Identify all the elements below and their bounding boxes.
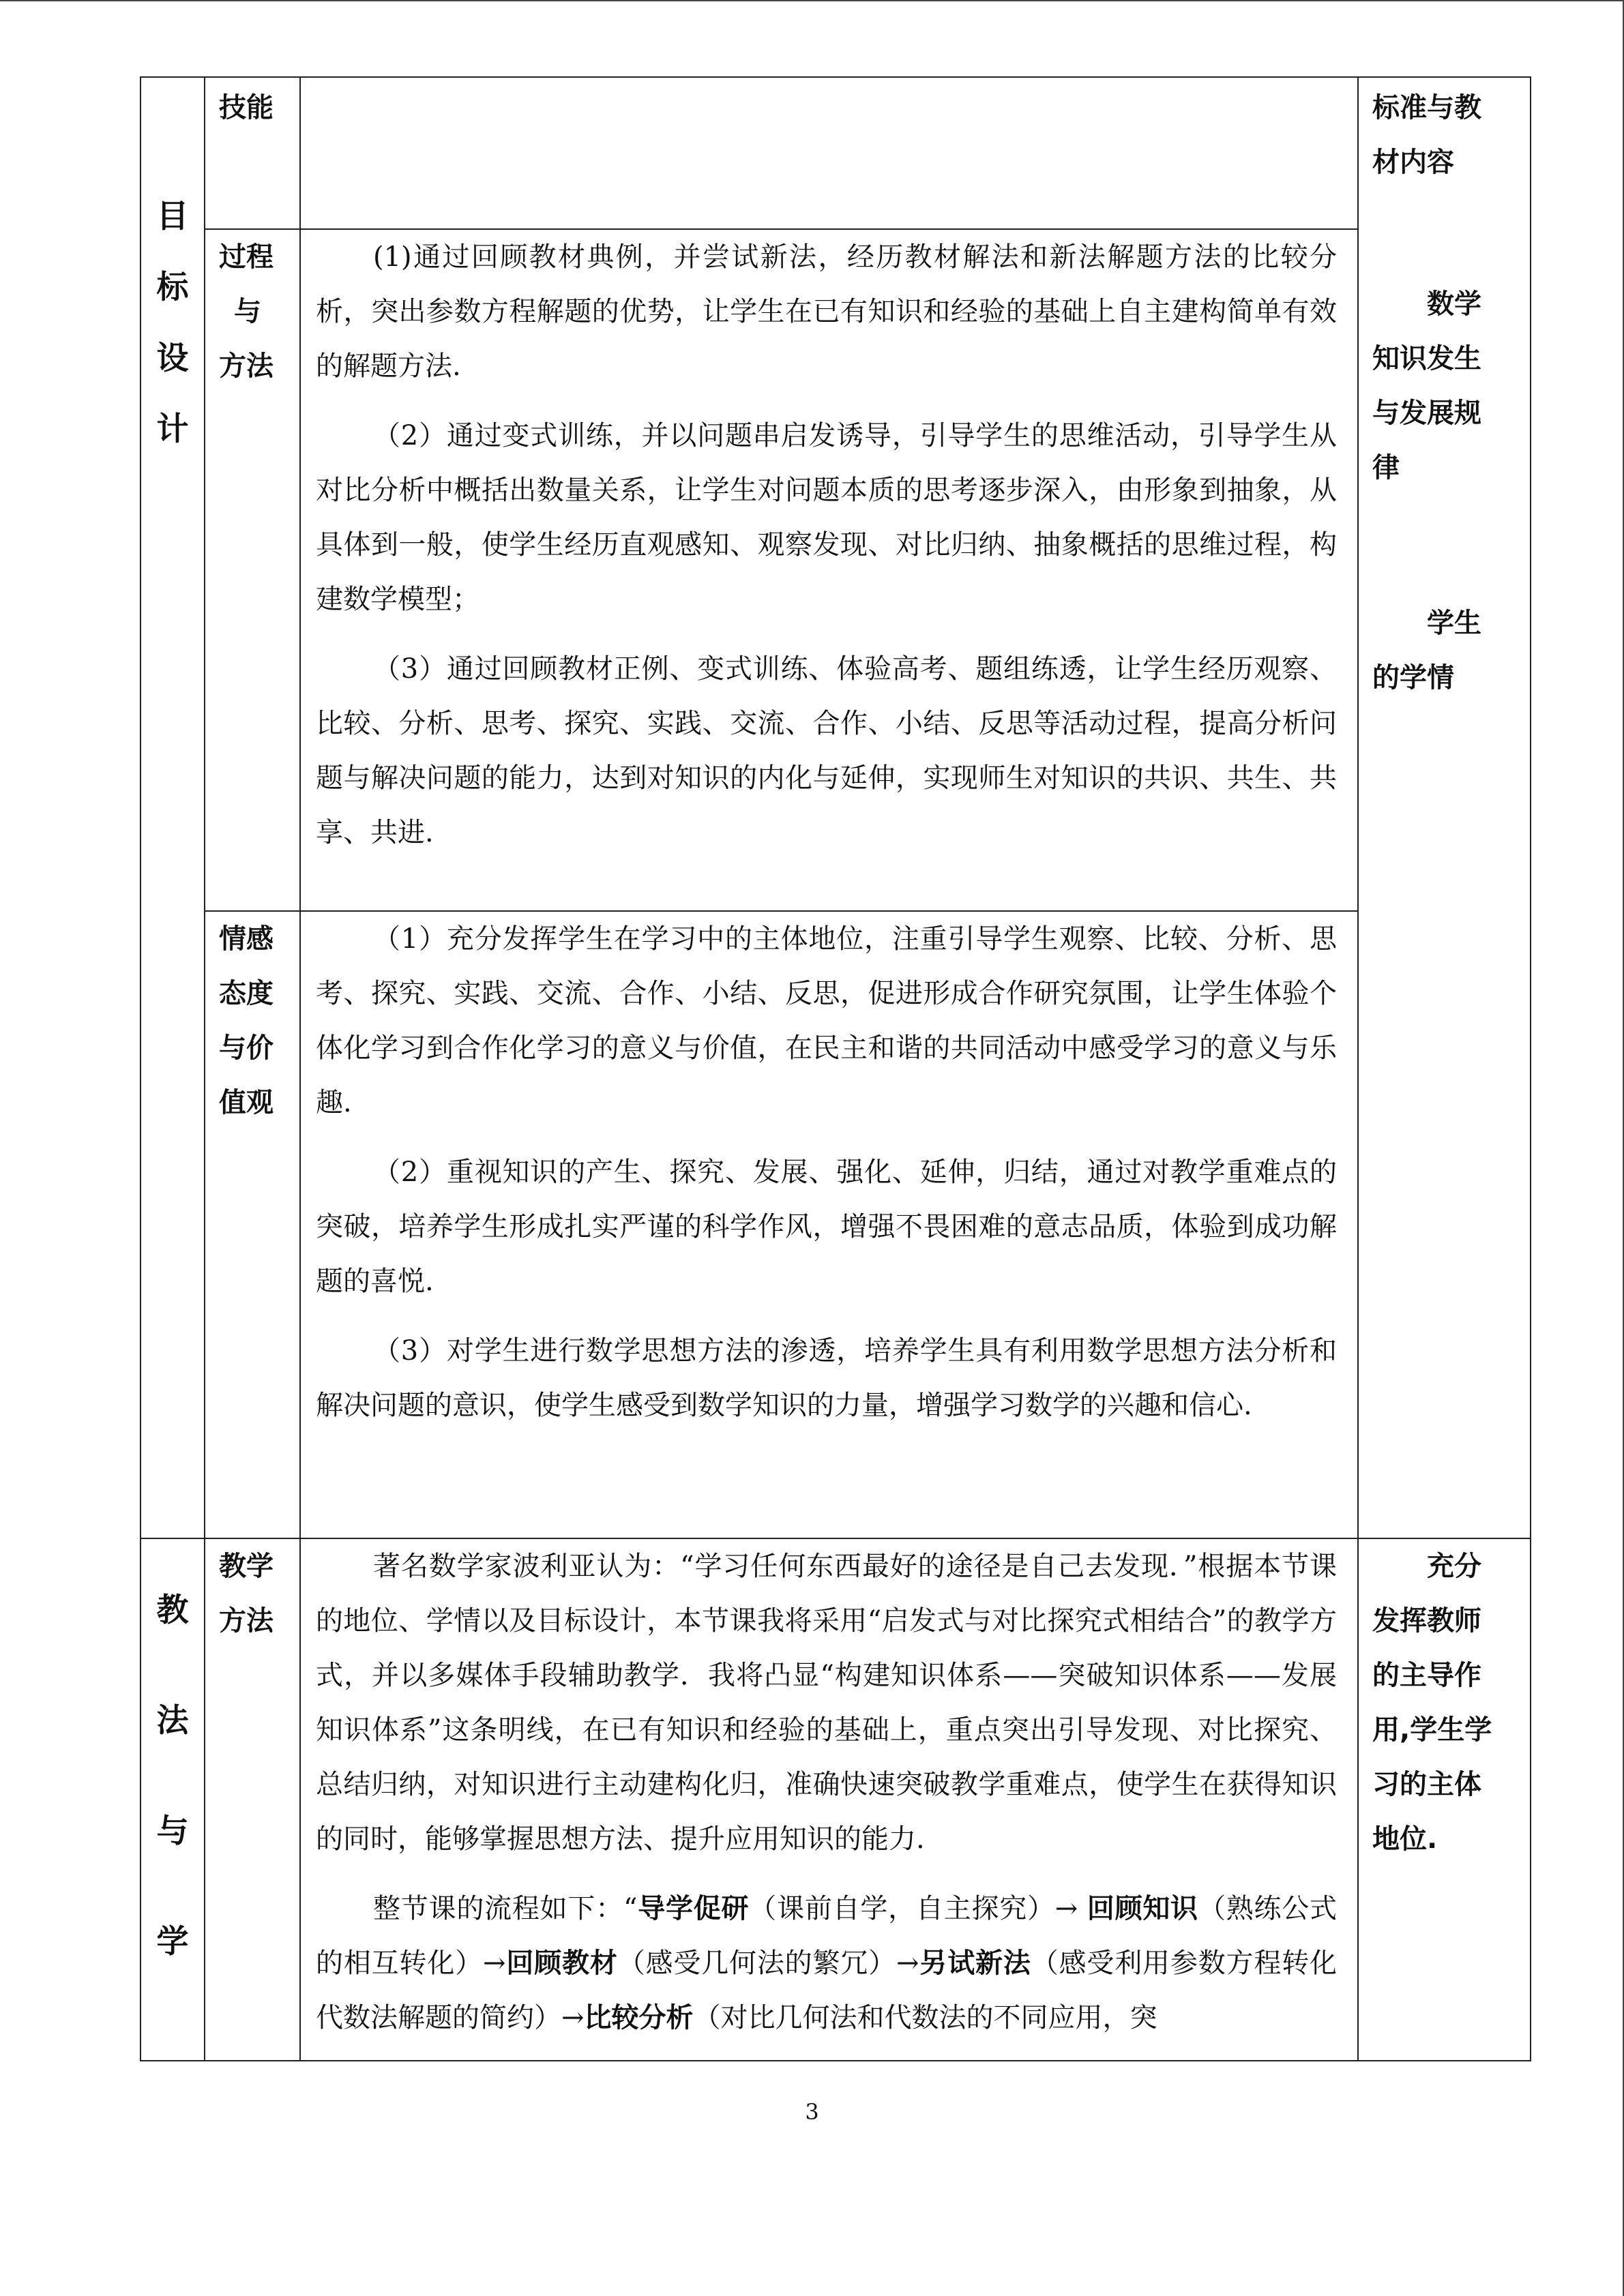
flow-step: 导学促研 [637, 1892, 750, 1924]
flow-lead: 整节课的流程如下：“ [373, 1893, 638, 1924]
flow-step-note: （课前自学，自主探究）→ [749, 1893, 1087, 1924]
method-label-char: 学 [156, 1923, 189, 1960]
lesson-plan-table [140, 76, 1531, 2061]
method-row [141, 1538, 1531, 2061]
method-label-char: 教 [156, 1592, 189, 1629]
note-line: 的学情 [1372, 662, 1454, 694]
flow-step-note: （感受利用参数方程转化代数法解题的简约）→ [316, 1948, 1338, 2033]
paragraph: （3）通过回顾教材正例、变式训练、体验高考、题组练透，让学生经历观察、比较、分析、思考、探究、实践、交流、合作、小结、反思等活动过程，提高分析问题与解决问题的能力，达到对知识的内化与延伸，实现师生对知识的共识、共生、共享、共进. [316, 653, 1337, 848]
dimension-label: 与 [234, 296, 261, 327]
goal-label-char: 标 [156, 269, 189, 306]
note-line: 学生 [1427, 608, 1481, 639]
goal-row-skills [141, 77, 1531, 229]
dimension-label: 方法 [219, 351, 274, 382]
dimension-label: 与价 [219, 1032, 274, 1064]
method-section-label-cell [141, 1538, 205, 2061]
note-line: 数学 [1427, 288, 1481, 320]
note-line: 发挥教师 [1372, 1605, 1481, 1637]
flow-step: 比较分析 [584, 2001, 694, 2033]
paragraph: 著名数学家波利亚认为：“学习任何东西最好的途径是自己去发现．”根据本节课的地位、学情以及目标设计，本节课我将采用“启发式与对比探究式相结合”的教学方式，并以多媒体手段辅助教学．我将凸显“构建知识体系——突破知识体系——发展知识体系”这条明线，在已有知识和经验的基础上，重点突出引导发现、对比探究、总结归纳，对知识进行主动建构化归，准确快速突破教学重难点，使学生在获得知识的同时，能够掌握思想方法、提升应用知识的能力. [316, 1551, 1337, 1855]
dimension-label: 情感 [219, 923, 274, 955]
dimension-label: 教学 [219, 1551, 274, 1582]
dimension-cell-skills [205, 77, 300, 229]
dimension-label: 技能 [219, 92, 274, 123]
flow-step: 回顾教材 [505, 1947, 618, 1979]
dimension-cell-attitude [205, 911, 300, 1538]
flow-paragraph [316, 1881, 1337, 2045]
content-cell-attitude [300, 911, 1358, 1538]
note-line: 习的主体 [1372, 1769, 1481, 1800]
content-cell-skills [300, 77, 1358, 229]
page-number: 3 [805, 2099, 819, 2125]
flow-step: 另试新法 [919, 1947, 1031, 1979]
note-line: 律 [1372, 452, 1400, 483]
note-line: 与发展规 [1372, 398, 1481, 429]
note-line: 标准与教 [1372, 92, 1481, 123]
method-label-char: 法 [156, 1702, 189, 1740]
note-line: 充分 [1427, 1551, 1481, 1582]
method-notes-cell [1358, 1538, 1531, 2061]
dimension-label: 过程 [219, 241, 274, 273]
dimension-label: 态度 [219, 978, 274, 1009]
flow-step-note: （对比几何法和代数法的不同应用，突 [693, 2002, 1157, 2033]
content-cell-method [300, 1538, 1358, 2061]
dimension-label: 值观 [219, 1087, 274, 1118]
paragraph: （3）对学生进行数学思想方法的渗透，培养学生具有利用数学思想方法分析和解决问题的意识，使学生感受到数学知识的力量，增强学习数学的兴趣和信心. [316, 1335, 1337, 1421]
note-line: 材内容 [1372, 147, 1454, 178]
dimension-cell-process [205, 229, 300, 911]
note-line: 地位. [1372, 1823, 1438, 1855]
goal-row-attitude [141, 911, 1531, 1538]
paragraph: (1)通过回顾教材典例，并尝试新法，经历教材解法和新法解题方法的比较分析，突出参数方程解题的优势，让学生在已有知识和经验的基础上自主建构简单有效的解题方法. [316, 241, 1337, 382]
flow-step-note: （熟练公式的相互转化）→ [316, 1893, 1338, 1979]
goal-section-label-cell [141, 77, 205, 1538]
flow-step: 回顾知识 [1087, 1892, 1198, 1924]
paragraph: （2）重视知识的产生、探究、发展、强化、延伸，归结，通过对教学重难点的突破，培养学生形成扎实严谨的科学作风，增强不畏困难的意志品质，体验到成功解题的喜悦. [316, 1157, 1337, 1297]
paragraph: （1）充分发挥学生在学习中的主体地位，注重引导学生观察、比较、分析、思考、探究、实践、交流、合作、小结、反思，促进形成合作研究氛围，让学生体验个体化学习到合作化学习的意义与价值，在民主和谐的共同活动中感受学习的意义与乐趣. [316, 923, 1337, 1118]
note-line: 用,学生学 [1372, 1714, 1492, 1746]
goal-label-char: 目 [156, 198, 189, 235]
goal-row-process [141, 229, 1531, 911]
goal-label-char: 设 [156, 340, 189, 377]
dimension-label: 方法 [219, 1605, 274, 1637]
flow-step-note: （感受几何法的繁冗）→ [617, 1948, 919, 1979]
method-label-char: 与 [156, 1813, 189, 1850]
note-line: 的主导作 [1372, 1660, 1481, 1691]
content-cell-process [300, 229, 1358, 911]
paragraph: （2）通过变式训练，并以问题串启发诱导，引导学生的思维活动，引导学生从对比分析中概括出数量关系，让学生对问题本质的思考逐步深入，由形象到抽象，从具体到一般，使学生经历直观感知、观察发现、对比归纳、抽象概括的思维过程，构建数学模型； [316, 420, 1337, 615]
dimension-cell-method [205, 1538, 300, 2061]
goal-label-char: 计 [156, 411, 189, 448]
note-line: 知识发生 [1372, 343, 1481, 374]
goal-notes-cell [1358, 77, 1531, 1538]
